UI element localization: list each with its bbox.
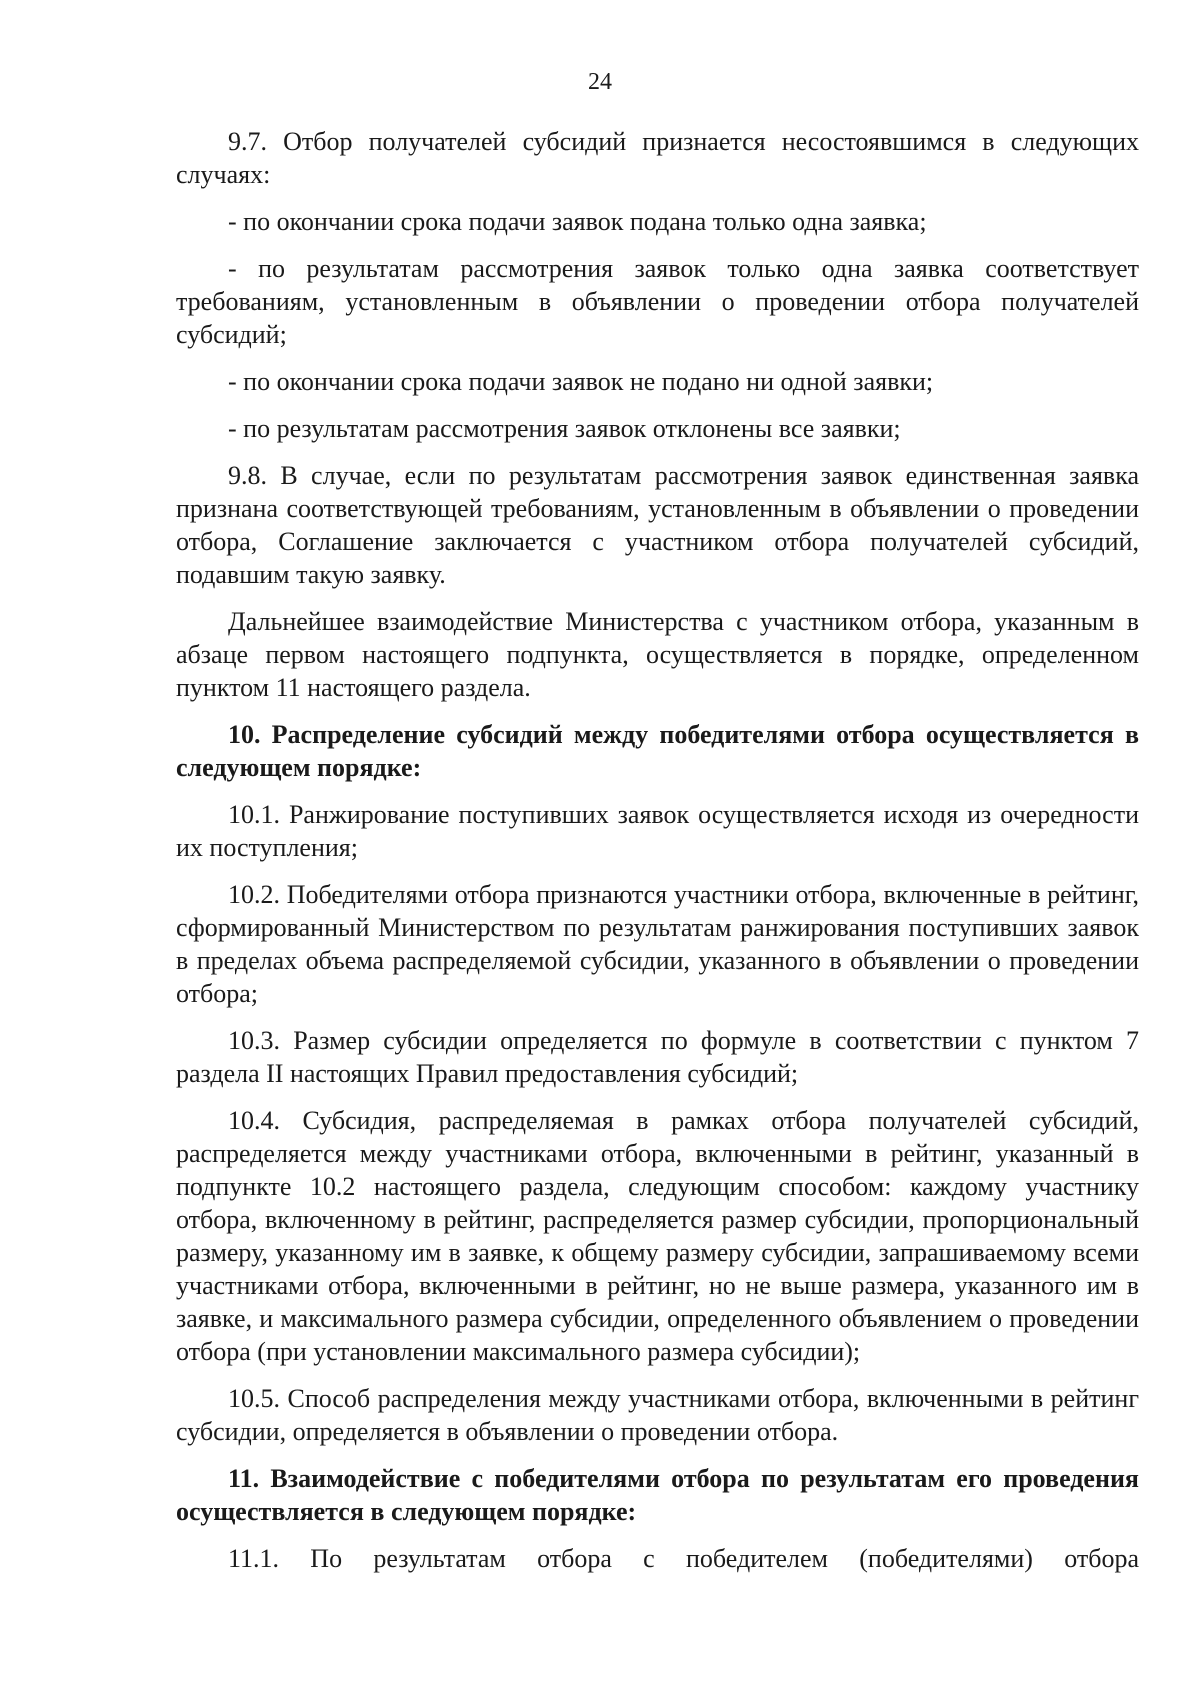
page-number: 24 — [588, 69, 612, 95]
paragraph-10-1: 10.1. Ранжирование поступивших заявок осуществляется исходя из очередности их поступления; — [176, 800, 1139, 862]
paragraph-10-3: 10.3. Размер субсидии определяется по формуле в соответствии с пунктом 7 раздела II настоящих Правил предоставления субсидий; — [176, 1026, 1139, 1088]
document-body — [176, 125, 1139, 1589]
paragraph-9-7: 9.7. Отбор получателей субсидий признается несостоявшимся в следующих случаях: — [176, 127, 1139, 189]
paragraph-11-1: 11.1. По результатам отбора с победителем (победителями) отбора — [228, 1544, 1139, 1573]
paragraph-9-8: 9.8. В случае, если по результатам рассмотрения заявок единственная заявка признана соответствующей требованиям, установленным в объявлении о проведении отбора, Соглашение заключается с участником отбора получателей субсидий, подавшим такую заявку. — [176, 461, 1139, 589]
paragraph-10-4: 10.4. Субсидия, распределяемая в рамках отбора получателей субсидий, распределяется между участниками отбора, включенными в рейтинг, указанный в подпункте 10.2 настоящего раздела, следующим способом: каждому участнику отбора, включенному в рейтинг, распределяется размер субсидии, пропорциональный размеру, указанному им в заявке, к общему размеру субсидии, запрашиваемому всеми участниками отбора, включенными в рейтинг, но не выше размера, указанного им в заявке, и максимального размера субсидии, определенного объявлением о проведении отбора (при установлении максимального размера субсидии); — [176, 1106, 1139, 1366]
paragraph-10-2: 10.2. Победителями отбора признаются участники отбора, включенные в рейтинг, сформированный Министерством по результатам ранжирования поступивших заявок в пределах объема распределяемой субсидии, указанного в объявлении о проведении отбора; — [176, 880, 1139, 1008]
list-item-single-application: - по окончании срока подачи заявок подана только одна заявка; — [228, 207, 927, 236]
paragraph-9-8-continuation: Дальнейшее взаимодействие Министерства с участником отбора, указанным в абзаце первом настоящего подпункта, осуществляется в порядке, определенном пунктом 11 настоящего раздела. — [176, 607, 1139, 702]
paragraph-10-5: 10.5. Способ распределения между участниками отбора, включенными в рейтинг субсидии, определяется в объявлении о проведении отбора. — [176, 1384, 1139, 1446]
section-heading-10: 10. Распределение субсидий между победителями отбора осуществляется в следующем порядке: — [176, 720, 1139, 782]
list-item-all-rejected: - по результатам рассмотрения заявок отклонены все заявки; — [228, 414, 901, 443]
list-item-single-compliant-application: - по результатам рассмотрения заявок только одна заявка соответствует требованиям, установленным в объявлении о проведении отбора получателей субсидий; — [176, 254, 1139, 349]
section-heading-11: 11. Взаимодействие с победителями отбора по результатам его проведения осуществляется в следующем порядке: — [176, 1464, 1139, 1526]
list-item-no-applications: - по окончании срока подачи заявок не подано ни одной заявки; — [228, 367, 934, 396]
